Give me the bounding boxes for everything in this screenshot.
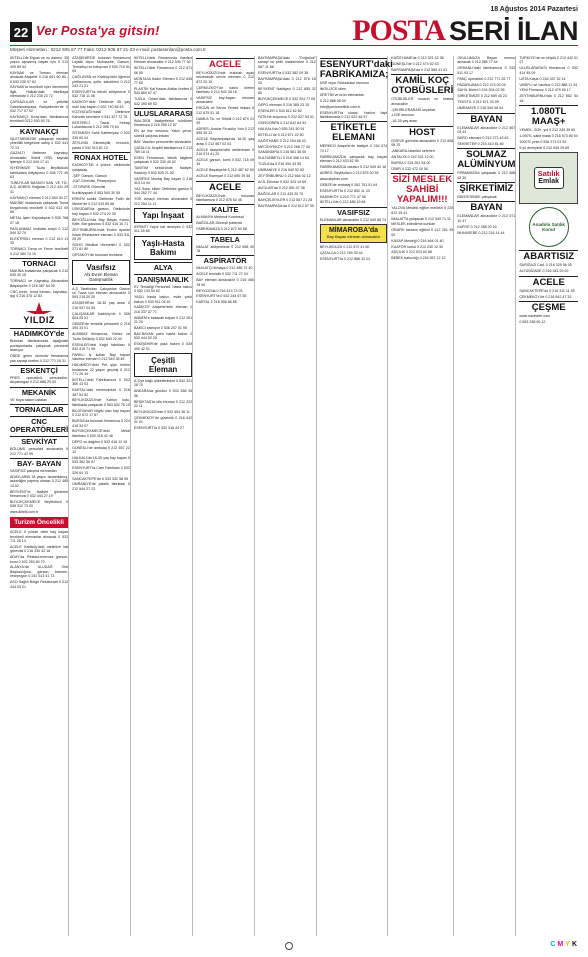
classified-ad: KAĞITHANE'de 0 212 321 42 38 <box>391 56 444 60</box>
classified-ad: FABRİKAMIZA 0 212 872 50 68 <box>196 227 247 232</box>
section-heading: ACELE <box>196 181 254 193</box>
classified-ad: HADIMKÖY'deki Pet şişe üretim tesisimize 22 yaşını geçmiş 0 212 771 26 44 <box>72 363 130 376</box>
classified-ad: ORTAKÖY'de bulunan rezidans <box>72 253 123 258</box>
classified-ad: KAYNAKÇI Kıraç'daki fabrikamıza tecrübeli 0212 530 93 76 <box>10 114 69 124</box>
sign-title: Satılık <box>537 169 560 179</box>
classified-ad: TÜRKİYE'nin en büyük 0 212 442 01 27 <box>519 56 578 65</box>
section-heading: CNC OPERATÖRLERİ <box>10 417 69 435</box>
classified-ad: ELEMANLAR alınacaktır 0 212 571 10 47 <box>457 214 516 223</box>
cmyk-c: C <box>550 941 556 948</box>
classified-ad: MUHASEBE 0 212 216 14 44 <box>457 230 505 235</box>
category-box <box>134 353 192 377</box>
classified-ad: HALKALI'da 18-35 yaş bay bayan 0 533 362 56 87 <box>72 455 130 465</box>
classified-ad: ANTALYA 0 242 331 12 00 <box>391 154 434 159</box>
classified-ad: TANITIM sektöründe faaliyet, Kadıköy 0 532 625 21 52 <box>133 166 193 175</box>
classified-ad: BEYKENT'te faaliyet gösteren firmamıza 0 532 443 27 19 <box>10 489 69 498</box>
classified-ad: BEYLİKDÜZÜ 0 212 872 41 50 <box>319 245 370 250</box>
classified-ad: ÇATALCA 0 212 789 33 44 <box>319 250 363 255</box>
classified-ad: -LİSE mezunu <box>391 113 414 118</box>
classified-ad: İKİTELLİ'deki Firmamızda Vasıfsız Eleman alınacaktır 0 212 549 77 92 <box>133 56 193 65</box>
classified-ad: EV Temizliği Personeli, hasta bakıcı 0 532 133 54 62 <box>133 284 193 294</box>
classifieds-columns <box>10 56 578 936</box>
classified-ad: ESENLER'deki Kağıt fabrikası 0 532 410 71 98 <box>72 342 130 351</box>
classified-ad: BÜRO elemanı 0 212 272 43 62 <box>457 135 509 140</box>
classified-ad: A.Ş'ye bağlı şirketlerimize 0 532 321 28 70 <box>133 379 193 388</box>
category-box <box>134 236 192 260</box>
section-heading: BAYAN <box>457 201 515 213</box>
company-logo <box>10 301 68 325</box>
classified-ad: ACELE Kadıköy'deki otelimize kat görevlisi 0 216 330 43 18 <box>10 544 69 554</box>
classified-ad: ADAYLARIN 18 yaşını tamamlamış, askerliğini yapmış olması 0 212 485 14 62 <box>10 474 69 488</box>
section-heading: MEKANİK <box>10 387 68 397</box>
brand-logo <box>352 14 578 48</box>
classified-ad: BEYLİKDÜZÜ'nde Karton kutu, fabrikada çalışacak 0 553 832 76 10 <box>72 398 130 407</box>
section-heading: SEVKİYAT <box>10 436 68 446</box>
classified-ad: PLASTİK Kal Kasrat Atıklar üretimi 0 543 860 67 47 <box>133 86 193 96</box>
classified-ad: ESENLER 0 533 612 62 62 <box>258 109 302 114</box>
classified-ad: MAKİNE imalatında çalışacak Torna tezgahında tecrübeli 0 532 613 00 89 <box>10 201 69 215</box>
classified-ad: www.abpilan.com <box>319 176 348 181</box>
classified-ad: BEYLİKDÜZÜ'nde 0 532 404 36 11 <box>133 410 190 414</box>
classified-ad: ÇATALCA, Kuşdili fabrikamıza 0 212 789 18 11 <box>133 145 193 154</box>
section-heading: 1.080TL MAAŞ+ <box>519 105 578 127</box>
classified-ad: ÇAYKAZLILAR ve yetkilisi Gaziosmanpaşa, Bahçelievler'de 0 532 717 07 02 <box>10 100 69 113</box>
classified-ad: KURYE 0 212 288 20 16 <box>457 224 497 229</box>
classified-ad: BÖLÜMÜ personeli alınacaktır 0 212 771 42 99 <box>10 447 69 456</box>
classified-ad: ASO Sağlık Bölge Restaurant 0 212 444 03 21 <box>10 580 69 589</box>
company-logo-name: YILDIZ <box>23 315 55 326</box>
classified-ad: GÜNEŞLİ'de 0 212 474 62 43 <box>391 61 439 66</box>
classified-ad: ZEYLİNDİ Ekmekçilik, fırıncılık, pasta 0 532 513 81 13 <box>72 141 130 150</box>
classified-ad: SARIGAZİ Cad. 0 216 329 06 00 <box>519 263 572 268</box>
classified-ad: SAHİL Birimi 0 216 304 02 95 <box>457 88 505 93</box>
classified-ad: BEBEK bakıcılığı 0 216 357 12 12 <box>391 256 446 261</box>
classified-ad: GRAFİK tasarım eğitimi 0 212 251 45 00 <box>391 228 454 237</box>
classified-ad: FABRİKAMIZDA vasıfsız 0 212 549 40 16 <box>319 164 387 169</box>
classified-ad: ADRES: Beylikdüzü 0 212 875 30 55 <box>319 170 379 175</box>
classified-ad: KUAFÖR kursu 0 212 230 12 30 <box>391 244 443 249</box>
classified-ad: SEKRETER 0 216 410 81 80 <box>457 141 504 146</box>
star-logo-icon <box>25 301 53 315</box>
classified-ad: ZEYTİNBURNU'nda Evden ayarlar İslam Restaurant eleman 0 533 511 25 20 <box>72 228 130 241</box>
classified-ad: GEBZE'de temizlik personeli 0 216 394 33 01 <box>72 321 130 331</box>
section-heading: BAYAN <box>457 113 515 125</box>
classified-ad: VASIFSIZ çalışma elemanları <box>10 468 57 473</box>
classified-ad: İNGİLİZCE bilen <box>319 86 346 91</box>
section-heading: ALYA <box>134 262 192 272</box>
classified-ad: ELEKTRİKLİ eleman 0 212 614 11 30 <box>10 236 69 246</box>
classified-ad: KAYNAK'ta tecrübeli işler demirlerle ilgili, Halkalı'daki fabrikaya elemanlar 0 212 235 23 72 <box>10 85 69 99</box>
classified-ad: ACELE Esenyurt 0 212 690 39 55 <box>196 174 251 179</box>
section-heading: HOST <box>391 126 453 138</box>
classified-ad: ANNEM'e bakacak bayan 0 212 261 21 20 <box>133 315 193 325</box>
classified-ad: ADAY'da Restaurantımıza garson, komi 0 532 263 80 70 <box>10 555 69 564</box>
section-heading: HADIMKÖY'de <box>10 328 68 338</box>
classified-ad: BEYKENT Nakliyeci 0 212 855 32 80 <box>258 86 316 96</box>
section-heading: DANIŞMANLIK <box>134 274 192 284</box>
column-9 <box>519 56 578 936</box>
classified-ad: ÜRETİM ve ürün elemanları <box>319 92 365 97</box>
section-heading: BAY- BAYAN <box>10 458 68 468</box>
classified-ad: ZEYTİNBURNU 0 212 664 02 12 <box>258 174 311 179</box>
classified-ad: ÇAĞLAYAN ve Kurtköy'deki öğrenci yurtlarımıza, şoför, kaloriferci 0 212 243 21 21 <box>72 75 130 88</box>
column-1 <box>10 56 69 936</box>
section-heading: KAYNAKÇI <box>10 126 68 136</box>
classified-ad: FİRMAMIZDA çalışacak 0 212 886 63 30 <box>457 171 516 180</box>
classified-ad: GÜNGÖREN 0 212 642 84 53 <box>258 120 307 125</box>
print-footer <box>10 940 578 952</box>
classified-ad: MECİDİYEKÖY 0 212 266 77 40 <box>258 144 310 149</box>
classified-ad: ÇERKEZKÖY'de kablo üretim fabrikası 0 212 641 38 16 <box>196 85 255 95</box>
classified-ad: BÜYÜKÇEKMECE'deki Metal fabrikası 0 530 318 42 48 <box>72 429 130 438</box>
section-heading: TORNACI <box>10 258 68 268</box>
classified-ad: ACELE Ataşehir'deki otellerimize 0 216 574 41 20 <box>196 147 255 156</box>
classified-ad: ESENYURT'ta 0 532 318 44 27 <box>133 426 185 431</box>
classified-ad: KADIKÖY Ataşehir'deki eleman 0 216 337 37 71 <box>133 305 193 314</box>
classified-ad: 1000TL prim 0 536 373 01 52 <box>519 139 567 144</box>
classified-ad: EN az lise mezunu, Yakın çevre, sürekli çalışma imkanı <box>133 129 193 138</box>
classified-ad: BAY eleman alınacaktır 0 216 466 78 50 <box>196 278 255 287</box>
classified-ad: BAĞCILAR-Güneşli şubemiz <box>196 221 243 226</box>
classified-ad: OKULUMUZA Bayan memur alınacak 0 212 285 77 44 <box>457 56 516 65</box>
classified-ad: USTA Kaşık 0 216 337 32 14 <box>519 76 566 81</box>
section-heading: RONAX HOTEL <box>74 153 128 163</box>
classified-ad: BAYRAMPAŞA'daki "Doğruluk" sanayi ve çelik malzemeleri 0 212 567 11 86 <box>258 56 316 69</box>
classified-ad: KARTAL 0 216 306 85 85 <box>196 300 237 305</box>
classified-ad: BÜYÜKÇEKMECE 0 532 204 77 05 <box>258 97 316 102</box>
classified-ad: ESENYURT'ta ulusal, Yazılım Vapi fabrikamızda 0 212 622 46 97 <box>319 110 388 119</box>
classified-ad: ZEYTİNBURNU'nda 0 212 582 54 18 <box>519 94 578 103</box>
classified-ad: ACİL Eleman 0 532 423 19 69 <box>258 179 307 184</box>
classified-ad: MAKİNA imalatında çalışacak 0 212 630 30 15 <box>10 268 69 278</box>
classified-ad: DEPO ve dağıtım 0 532 416 12 15 <box>72 439 128 444</box>
classified-ad: TEKSTİL 0 212 671 33 99 <box>457 100 499 105</box>
classified-ad: MONTAJA Kadın Elemen 0 212 635 77 65 <box>133 76 193 86</box>
classified-ad: SANCAKTEPE'de 0 533 342 58 95 <box>72 476 128 481</box>
section-heading: KAMİL KOÇ OTOBÜSLERİ <box>391 75 454 97</box>
classified-ad: ALIMIMIZ firmamıza, Gebze ve Tuzla Sefaköy 0 532 644 22 40 <box>72 332 130 341</box>
classified-ad: VASIFSIZ Montaj Bay bayan 0 216 313 14 44 <box>133 176 193 185</box>
section-heading: SİZİ MESLEK SAHİBİ YAPALIM!!! <box>392 174 453 206</box>
classified-ad: KAYNAKÇI eleman 0 212 549 30 27 <box>10 195 68 200</box>
classified-ad: METAL İşleri Kaynakçılar 0 535 768 07 18 <box>10 216 69 225</box>
column-6 <box>319 56 393 936</box>
section-heading: ŞİRKETİMİZ <box>457 182 515 194</box>
brand-posta: POSTA <box>352 14 445 47</box>
classified-ad: ACELE temizlik 0 532 711 27 04 <box>196 272 248 277</box>
classified-ad: ESENYURT'ta 0 212 886 43 23 <box>319 256 370 261</box>
classified-ad: PRES operatörü, personeller, Akçaburgaz 0 212 886 29 53 <box>10 375 69 385</box>
classified-ad: TUNUYLAR BASKISI SAN. VE TİC. A.Ş. ADRES: Bağcılar 0 212 441 29 41 <box>10 180 69 194</box>
classified-ad: İŞYERİMİZE Tuzla Beylikdüzü fabrikalara ihtiyaçımız 0 536 771 40 63 <box>10 166 69 179</box>
classified-ad: 5 yıl deneyimli 0 212 549 29 69 <box>519 145 570 150</box>
category-banner: Turizm Öncelikli <box>10 517 68 529</box>
classified-ad: TUZLA Ortam'daki fabrikamıza 0 532 390 69 53 <box>133 97 193 106</box>
classified-ad: İKİTELLİ'de Eşyalı ve ısı dairesi, 35 yaşını aşmamış bayan için 0 212 409 89 54 <box>10 56 69 69</box>
classified-ad: ELEMANLAR alınacaktır 0 212 567 03 44 <box>457 125 516 134</box>
classified-ad: GAZALTI ötelenen kaynakçı alınacaktır, İkitelli OSB, kaynak işleriyle 0 212 549 17 41 <box>10 151 69 165</box>
slogan: Ver Posta'ya gitsin! <box>36 23 160 38</box>
section-heading: TORNACILAR <box>10 404 68 414</box>
classified-ad: BEYOĞLU'nda Bay Bayan Kamu, Kafe, Bar garsonu 0 532 416 16 71 <box>72 217 130 227</box>
classified-ad: -ŞEF Garson, Garson <box>72 173 107 178</box>
classified-ad: KARTAL'daki merkezimize 0 216 387 54 52 <box>72 388 130 397</box>
classified-ad: BAĞCILAR 0 212 433 20 70 <box>258 191 304 196</box>
category-box-title: Çeşitli Eleman <box>148 356 178 375</box>
category-box-sub: Ahi Evren Eleman Danışmanlık <box>84 271 118 282</box>
classified-ad: ULUSLARARASI firmamıza 0 532 414 45 09 <box>519 66 578 75</box>
classified-ad: ERKEN sahibi Otellerde Fatih de Merter'de 0 212 519 69 66 <box>72 197 130 206</box>
classified-ad: İŞVEVE görevlisi alınacaktır 0 212 658 08 70 <box>391 138 454 148</box>
column-4 <box>196 56 255 936</box>
classified-ad: BAY-BAYAN yatılı hasta bakıcı 0 532 444 52 25 <box>133 331 193 341</box>
classified-ad: BURSA'da bulunan firmamıza 0 224 410 34 07 <box>72 419 130 428</box>
cmyk-strip <box>549 941 578 948</box>
section-heading: VASIFSIZ <box>320 207 387 217</box>
classified-ad: ATAŞEHİR'de 18-30 yaş arası 0 216 537 04 59 <box>72 301 130 310</box>
classified-ad: ÇALIŞANLAR Kadıköy'de 0 536 603 25 51 <box>72 311 130 320</box>
classified-ad: SİTEMİZİN Sahil Kafeteryası 0 532 335 60 04 <box>72 131 130 140</box>
classified-ad: AVCILAR'da 0 212 591 07 38 <box>258 185 305 190</box>
classified-ad: FATİH'te kuyumcu 0 212 527 54 01 <box>258 114 314 119</box>
cmyk-m: M <box>557 941 564 948</box>
classified-ad: İKİTELLİ'deki Fabrikamıza 0 532 360 43 03 <box>72 377 130 387</box>
classified-ad: MESLEK edindirme kursları <box>391 222 436 227</box>
column-8 <box>457 56 516 936</box>
page-number: 22 <box>10 22 32 42</box>
category-box-title: Vasıfsız <box>86 262 116 272</box>
classified-ad: BURSA 0 224 261 54 00 <box>391 160 431 165</box>
classified-ad: PAZARLAMA 0 212 474 00 04 <box>457 82 506 87</box>
classified-ad: PASLANMAZ imalatta araçtı 0 212 549 32 79 <box>10 226 69 235</box>
section-heading: ABARTISIZ <box>519 250 578 262</box>
section-heading: ASPİRATÖR <box>196 255 254 265</box>
column-7 <box>391 56 454 936</box>
classified-ad: YOK Amaçlı eleman alınacaktır 0 212 254 11 11 <box>133 197 193 206</box>
classified-ad: SANCAKTEPE'de 0 216 311 11 45 <box>519 288 575 293</box>
classified-ad: Bulunan fabrikamızda aşağıdaki pozisyonlarda çalışacak personel aranıyor <box>10 339 69 353</box>
classified-ad: YENİ Firmamız 0 212 479 50 17 <box>519 88 571 93</box>
classified-ad: VASIFSIZ bay-bayan eleman alınacaktır <box>196 96 255 105</box>
classified-ad: KESTİRİCİ Tavuk Kebap Lokantasına 0 212 396 79 64 <box>72 120 130 130</box>
classified-ad: BEYLİKDÜZÜ'nde bulunan ayak müzesinde servis elemanı 0 212 872 20 15 <box>196 71 255 84</box>
classified-ad: MERKEZİ Ataşehir'de faaliyet 0 216 574 74 17 <box>319 144 388 153</box>
classified-ad: ALTUNİZADE 0 216 341 29 20 <box>519 269 569 274</box>
classified-ad: YAZ Sonu ekleri Otelimize garson 0 544 262 77 44 <box>133 186 193 196</box>
classified-ad: TORNACI ve Kaynakçı Alınacaktır Başakşehir 0 216 387 84 09 <box>10 279 69 288</box>
classified-ad: ACELE Bayrampaşa'da 18-30 yaş arası 0 212 567 02 03 <box>196 137 255 146</box>
classified-ad: ESENYURT'ta tekstil atölyemize 0 532 718 11 06 <box>72 89 130 99</box>
highlight-ad-title: MİMAROBA'da <box>328 227 379 235</box>
for-sale-sign-photo <box>519 152 578 204</box>
classified-ad: CNC freze, torna tornacı, kaynakçı, işçi 0 216 375 12 83 <box>10 289 69 298</box>
classified-ad: BAY, Vasıfsız personeller alınacaktır <box>133 139 192 144</box>
classified-ad: KADIKÖY'deki Otellerde 45 yaş üstü bay bayan 0 532 740 56 43 <box>72 100 130 109</box>
classified-ad: İNAL'DEN faaliyetlerini sürdüren firmamıza 0 216 395 12 87 <box>133 119 193 128</box>
section-heading: ULUSLARARASI <box>133 109 193 119</box>
classified-ad: ERGUN ve Servis Yemek imkanı 0 212 875 51 18 <box>196 106 255 115</box>
classified-ad: İMALATTA çalışacak 0 212 549 71 11 <box>391 216 451 221</box>
classified-ad: www.nazevleri.com <box>519 313 551 318</box>
classified-ad: YAŞLI hasta bakıcı, evde yatılı bakım 0 530 911 04 30 <box>133 295 193 304</box>
classified-ad: PANÇ operatörü 0 212 771 26 77 <box>457 76 511 81</box>
classified-ad: İKİTELLİ'de 0 212 671 22 80 <box>258 132 304 137</box>
classified-ad: AYRINTI Yapılı kat deneyim 0 532 311 45 65 <box>133 224 193 234</box>
classified-ad: ADRES: Avcılar Firuzköy Yolu 0 212 595 35 12 <box>196 126 255 136</box>
category-box-title: Yapı İnşaat <box>142 210 184 220</box>
brand-seri-ilan: SERİ İLAN <box>448 16 578 46</box>
classified-ad: SOHO Medikal Hizmetleri 0 532 271 81 80 <box>72 242 130 252</box>
category-box <box>134 208 192 223</box>
classified-ad: KAYNAK ve Tornacı eleman alınacak Ataşehir 0 216 661 60 80 - 0 532 236 07 62 <box>10 70 69 84</box>
classified-ad: 1.000TL sabit maaş 0 216 573 80 04 <box>519 134 578 139</box>
house-badge <box>529 207 569 247</box>
classified-ad: ÇEKMEKÖY'de güvenlik 0 216 642 01 01 <box>133 415 193 425</box>
classified-ad: DAMLA Tic. ve Tekstil 0 212 879 21 09 <box>196 116 255 126</box>
classified-ad: DEPO elemanı 0 216 365 23 15 <box>258 103 309 108</box>
section-heading: ESKENTÇİ <box>10 365 68 375</box>
classified-ad: ÇEKMEKÖY'de 0 216 642 47 33 <box>519 294 572 299</box>
classified-ad: BEYLİKDÜZÜ'nde bulunan fabrikamıza 0 212 875 52 45 <box>196 193 255 202</box>
section-heading: ACELE <box>196 58 254 70</box>
section-heading: ACELE <box>519 276 578 288</box>
classified-ad: HALKALI'da 0 535 241 50 91 <box>258 126 305 131</box>
classified-ad: 0 212 886 06 00 <box>319 98 346 103</box>
classified-ad: info@yeniomelitrik.com.tr <box>319 104 361 109</box>
cmyk-k: K <box>571 941 577 948</box>
classified-ad: ANKARA'da gündüz 0 533 266 35 56 <box>133 389 193 398</box>
contact-line: Müşteri Hizmetleri : 0212 505 67 77 Faks: 0212 505 67 21-23 e-mail: postaserilan@posta.com.tr <box>10 45 578 53</box>
classified-ad: SULTANBEYLİ 0 216 398 14 63 <box>258 156 309 161</box>
classified-ad: YEMEK, SGK, yol 0 212 249 39 60 <box>519 128 576 133</box>
classified-ad: GÜNEŞLİ'de ambalaj 0 212 657 22 12 <box>72 445 130 455</box>
classified-ad: BİLGİSAYAR bilgisi olan bay bayan 0 212 672 17 87 <box>72 408 130 418</box>
classified-ad: İMALAT atölyemizde 0 212 658 40 78 <box>196 244 255 253</box>
classified-ad: ESKİŞEHİR'de yaşlı bakım 0 539 490 42 01 <box>133 342 193 351</box>
classified-ad: İKİTELLİ'deki Firmamıza 0 212 671 06 55 <box>133 66 193 75</box>
classified-ad: ALMANYA Merkezli Kurumsal <box>196 215 244 220</box>
for-sale-sign <box>534 167 564 189</box>
category-box <box>72 260 130 285</box>
classified-ad: 0 553 338 90 12 <box>519 319 546 324</box>
section-heading: SOLMAZ ALÜMİNYUM <box>457 149 516 171</box>
section-heading: TABELA <box>196 234 254 244</box>
classified-ad: -STOPARK Görevlisi <box>72 185 106 190</box>
classified-ad: BAYRAMPAŞA'daki 0 212 576 18 03 <box>258 76 316 86</box>
classified-ad: FABRİKAMIZDA çalışacak bay bayan eleman 0 212 433 62 95 <box>319 154 388 164</box>
classified-ad: BÜYÜKÇEKMECE Beylikdüzü 0 538 312 73 00 <box>10 499 69 509</box>
classified-ad: ŞİRKETİMİZE 0 212 659 45 23 <box>457 94 507 99</box>
classified-ad: BAKICI aranıyor 0 536 207 01 95 <box>133 326 187 331</box>
classified-ad: ÖNDE gelen otomotiv firmalarına yan sanayi üretimi 0 212 771 29 31 <box>10 354 69 363</box>
classified-ad: BÜNYESİNDE çalışacak <box>457 195 497 199</box>
classified-ad: BAYRAMPAŞA'da 0 212 565 41 41 <box>391 67 448 72</box>
classified-ad: KAĞITHANE 0 212 294 68 03 <box>258 138 306 143</box>
classified-ad: İŞLETMEMİZDE çalışacak mesleki yeterlilik belgesine sahip 0 532 441 72 13 <box>10 136 69 150</box>
section-heading: ÇEŞME <box>519 301 578 313</box>
cmyk-y: Y <box>565 941 570 948</box>
classified-ad: BAYRAMPAŞA'da 0 212 612 57 35 <box>258 203 314 208</box>
classified-ad: Kurtköyspark 0 553 500 30 55 <box>72 191 121 196</box>
classified-ad: ALANYA'da ULUDAĞ Otel Başkanlığına, garson, barmen, resepsiyon 0 242 513 41 73 <box>10 565 69 579</box>
classified-ad: ESENYURT'ta 0 532 244 67 55 <box>196 294 247 299</box>
classified-ad: KOZYATAĞI'ndaki Otelimize Kahvaltı servisine 0 541 327 72 76 <box>72 110 130 119</box>
classified-ad: ÜMRANİYE 0 216 540 52 63 <box>258 168 304 173</box>
classified-ad: ESENYURT'ta 0 532 382 09 38 <box>258 70 309 75</box>
classified-ad: İMALATÇI firmaya 0 212 486 72 40 <box>196 266 253 271</box>
highlight-ad-sub: Bay Bayan eleman alınacaktır <box>326 234 381 240</box>
masthead <box>10 4 578 54</box>
classified-ad: BEYKOZ'da 0 216 413 73 03 <box>196 288 243 293</box>
classified-ad: ESENYURT'ta 0 212 852 11 33 <box>319 188 370 193</box>
classified-ad: ACELE 5 yıldızlı otele bay bayan tecrübeli elemanlar alınacak 0 532 711 28 14 <box>10 530 69 543</box>
classified-ad: ÜMRANİYE'de plastik fabrikası 0 212 544 27 23 <box>72 482 130 491</box>
classified-ad: A.Ş Tarafından Çalışanları Gebze ve Tuzla için eleman alınacaktır 0 505 214 20 20 <box>72 286 130 300</box>
classified-ad: KADIKÖY'DE 4 yıldızlı, otelimizde çalışacak <box>72 163 130 172</box>
classified-ad: İZMİR 0 232 472 00 50 <box>391 166 428 171</box>
highlight-ad-box <box>320 224 387 243</box>
classified-ad: YALOVA Mesleki eğitim merkezi 0 226 812 15 41 <box>391 206 454 215</box>
column-5 <box>258 56 317 936</box>
classified-ad: HADIMKÖY 0 212 771 47 56 <box>319 194 366 199</box>
classified-ad: -ANKARA-İstanbul seferleri <box>391 149 435 154</box>
issue-date: 18 Ağustos 2014 Pazartesi <box>490 6 578 13</box>
classified-ad: ÜSE veya Yüksekokul mezunu <box>319 81 369 85</box>
registration-mark-icon <box>285 942 293 950</box>
section-heading: KALİTE <box>196 204 254 214</box>
classified-ad: ELEMANLAR alınacaktır 0 212 549 86 74 <box>319 217 387 222</box>
column-2 <box>72 56 131 936</box>
classified-ad: ÜMRANİYE 0 216 540 98 54 <box>457 106 504 111</box>
classified-ad: TUZLA'da 0 216 394 33 55 <box>258 162 302 167</box>
classified-ad: ORHANLI'daki fabrikamıza 0 532 511 93 17 <box>457 66 516 75</box>
classified-ad: ACELE Başakşehir 0 212 487 62 90 <box>196 168 254 173</box>
classified-ad: SAMANDIRA 0 216 561 38 00 <box>258 150 307 155</box>
classified-ad: ACELE garson, komi 0 532 718 49 39 <box>196 157 255 167</box>
classified-ad: OTOBÜSLER muavin ve hostes alınacaktır <box>391 97 454 106</box>
category-box-title: Yaşlı-Hasta Bakımı <box>141 238 185 257</box>
classified-ad: TORNACI Torna ve Freze tecrübeli 0 212 484 74 10 <box>10 247 69 256</box>
classified-ad: BAHÇELİEVLER 0 212 557 21 28 <box>258 197 313 202</box>
classified-ad: KASAP Mesleği 0 216 464 01 40 <box>391 238 444 243</box>
classified-ad: ESENYURT'ta Cam Fabrikası 0 532 326 64 13 <box>72 466 130 475</box>
classified-ad: www.ikitelli.com.tr <box>10 510 39 515</box>
classified-ad: FARKLI iş kolları Bay bayan Vasıfsız eleman 0 212 549 35 45 <box>72 352 130 362</box>
classified-ad: VE boya bakım ustaları <box>10 397 48 402</box>
classified-ad: -ŞEHİRLERARASI seyahat <box>391 107 435 112</box>
classified-ad: ESEN Firmamıza, teknik bilgilere çalışacak 0 532 330 40 02 <box>133 155 193 165</box>
classified-ad: BEŞİKTAŞ'ta ofis eleman 0 212 222 22 11 <box>133 399 193 409</box>
house-badge-label: Anadolu Satılık Konut <box>532 221 565 233</box>
section-heading: ESENYURT'daki FABRİKAMIZA; <box>319 59 393 80</box>
sign-sub: Emlak <box>538 178 559 186</box>
classified-ad: -18-26 yaş arası <box>391 119 418 124</box>
classified-ad: -KAT Görevlisi, Resepsiyon <box>72 179 116 184</box>
column-3 <box>134 56 193 936</box>
classified-ad: GEBZE'de ambalaj 0 262 751 51 64 <box>319 182 378 187</box>
classified-ad: İKİTELLİ'de 0 212 486 19 64 <box>319 200 366 205</box>
classified-ad: AŞÇILIK 0 212 523 62 86 <box>391 250 432 255</box>
classified-ad: ÜSKÜDAR'da garson, Otelimizde bay bayan 0 532 274 22 30 <box>72 207 130 216</box>
section-heading: ETİKETLE ELEMANI <box>320 121 387 143</box>
classified-ad: ATAŞEHİR'DE bulunan firmamızın Lojistik depo, Muhasebe, Garson, Temizlikçi ve bahçıvan 0 530 710 51 00 <box>72 56 130 74</box>
classified-ad: VASIFLI ve vasıfsız 0 212 886 11 34 <box>519 82 578 87</box>
